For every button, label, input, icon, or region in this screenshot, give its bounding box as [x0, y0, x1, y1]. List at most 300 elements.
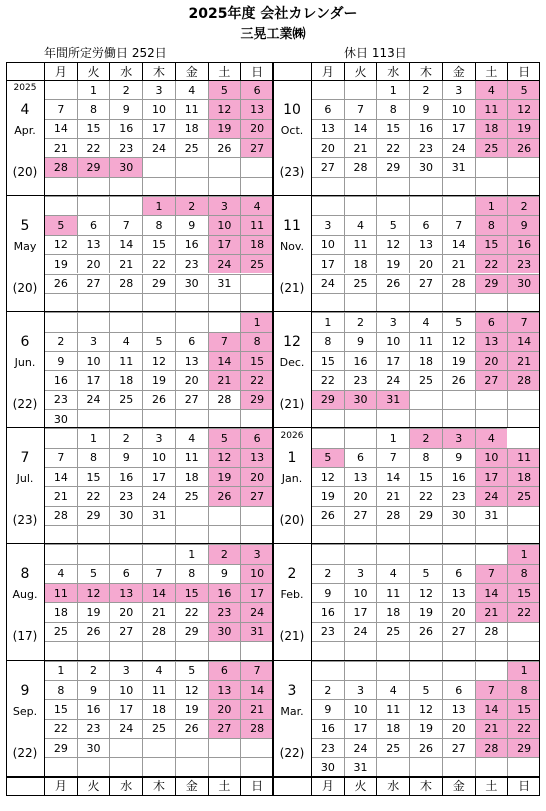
day-cell	[475, 293, 508, 312]
day-cell: 6	[409, 215, 442, 234]
day-cell	[442, 409, 475, 428]
day-cell: 2	[311, 564, 344, 583]
day-cell: 24	[142, 138, 175, 157]
day-cell: 21	[240, 699, 273, 718]
day-cell: 17	[344, 602, 377, 621]
weekday-header: 水	[376, 62, 409, 80]
day-cell: 14	[475, 583, 508, 602]
day-cell: 26	[44, 274, 77, 293]
day-cell: 10	[77, 351, 110, 370]
day-cell	[442, 661, 475, 680]
day-cell: 28	[240, 719, 273, 738]
day-cell: 15	[507, 583, 540, 602]
day-cell: 29	[409, 506, 442, 525]
day-cell	[442, 196, 475, 215]
day-cell: 21	[44, 486, 77, 505]
day-cell	[77, 293, 110, 312]
day-cell	[142, 293, 175, 312]
day-cell	[311, 428, 344, 447]
month-number: 3	[287, 682, 297, 699]
day-cell: 12	[77, 583, 110, 602]
day-cell	[409, 409, 442, 428]
day-cell	[142, 409, 175, 428]
day-cell: 16	[109, 119, 142, 138]
day-cell: 25	[109, 390, 142, 409]
day-cell: 15	[175, 583, 208, 602]
month-workday-count: (21)	[279, 397, 305, 412]
day-cell	[475, 390, 508, 409]
day-cell: 14	[44, 119, 77, 138]
day-cell	[142, 738, 175, 757]
day-cell: 2	[344, 312, 377, 331]
weekday-header: 土	[475, 62, 508, 80]
day-cell: 6	[442, 564, 475, 583]
day-cell: 21	[442, 254, 475, 273]
day-cell: 9	[208, 564, 241, 583]
day-cell	[507, 390, 540, 409]
day-cell	[344, 177, 377, 196]
day-cell: 4	[475, 80, 508, 99]
day-cell: 9	[77, 680, 110, 699]
day-cell: 10	[208, 215, 241, 234]
day-cell: 11	[142, 680, 175, 699]
day-cell: 26	[311, 506, 344, 525]
day-cell	[142, 312, 175, 331]
day-cell: 19	[44, 254, 77, 273]
day-cell	[208, 177, 241, 196]
day-cell	[44, 312, 77, 331]
day-cell: 12	[409, 699, 442, 718]
day-cell	[77, 525, 110, 544]
day-cell: 29	[311, 390, 344, 409]
day-cell: 13	[442, 583, 475, 602]
day-cell	[109, 196, 142, 215]
day-cell: 1	[44, 661, 77, 680]
day-cell: 9	[44, 351, 77, 370]
day-cell: 27	[475, 370, 508, 389]
day-cell: 18	[175, 119, 208, 138]
day-cell: 30	[409, 157, 442, 176]
day-cell	[409, 544, 442, 563]
day-cell: 17	[142, 467, 175, 486]
day-cell: 6	[175, 332, 208, 351]
day-cell: 16	[344, 351, 377, 370]
weekday-header: 水	[109, 62, 142, 80]
day-cell: 11	[376, 699, 409, 718]
weekday-footer: 水	[109, 777, 142, 795]
day-cell: 15	[507, 699, 540, 718]
month-number: 5	[20, 218, 30, 235]
day-cell: 21	[475, 602, 508, 621]
month-workday-count: (23)	[279, 165, 305, 179]
day-cell: 21	[142, 602, 175, 621]
month-number: 7	[20, 450, 30, 467]
day-cell	[109, 177, 142, 196]
day-cell: 8	[507, 680, 540, 699]
day-cell: 6	[109, 564, 142, 583]
day-cell: 27	[409, 274, 442, 293]
day-cell: 19	[208, 467, 241, 486]
day-cell	[240, 157, 273, 176]
day-cell: 13	[344, 467, 377, 486]
day-cell: 15	[311, 351, 344, 370]
day-cell	[376, 409, 409, 428]
day-cell: 2	[175, 196, 208, 215]
day-cell: 17	[77, 370, 110, 389]
day-cell: 21	[376, 486, 409, 505]
month-workday-count: (23)	[12, 513, 38, 528]
day-cell: 10	[475, 448, 508, 467]
day-cell: 25	[175, 486, 208, 505]
day-cell: 7	[44, 99, 77, 118]
day-cell: 18	[344, 254, 377, 273]
day-cell: 20	[311, 138, 344, 157]
day-cell	[442, 390, 475, 409]
day-cell: 17	[208, 235, 241, 254]
day-cell: 19	[175, 699, 208, 718]
day-cell: 11	[175, 99, 208, 118]
day-cell: 18	[376, 602, 409, 621]
day-cell	[109, 544, 142, 563]
day-cell: 6	[311, 99, 344, 118]
day-cell: 10	[344, 699, 377, 718]
day-cell	[44, 525, 77, 544]
day-cell: 15	[77, 119, 110, 138]
day-cell: 12	[175, 680, 208, 699]
day-cell: 18	[44, 602, 77, 621]
work-days-label: 年間所定労働日 252日	[44, 46, 167, 60]
day-cell	[208, 757, 241, 776]
day-cell: 12	[44, 235, 77, 254]
day-cell: 16	[442, 467, 475, 486]
day-cell: 9	[507, 215, 540, 234]
day-cell	[311, 525, 344, 544]
month-number: 8	[20, 566, 30, 583]
month-year: 2026	[280, 431, 304, 442]
day-cell	[376, 177, 409, 196]
day-cell	[77, 544, 110, 563]
day-cell: 25	[376, 622, 409, 641]
day-cell: 6	[475, 312, 508, 331]
day-cell: 22	[77, 486, 110, 505]
day-cell: 17	[311, 254, 344, 273]
day-cell: 7	[507, 312, 540, 331]
month-name: Nov.	[279, 240, 305, 254]
day-cell: 2	[77, 661, 110, 680]
weekday-footer: 金	[442, 777, 475, 795]
day-cell: 5	[442, 312, 475, 331]
day-cell: 9	[311, 583, 344, 602]
day-cell: 9	[409, 99, 442, 118]
month-workday-count: (20)	[12, 281, 38, 296]
day-cell: 7	[240, 661, 273, 680]
day-cell: 14	[44, 467, 77, 486]
weekday-footer: 木	[409, 777, 442, 795]
day-cell: 13	[109, 583, 142, 602]
day-cell	[507, 641, 540, 660]
day-cell: 30	[109, 506, 142, 525]
day-cell: 27	[208, 719, 241, 738]
day-cell	[77, 177, 110, 196]
day-cell	[409, 293, 442, 312]
day-cell: 26	[409, 622, 442, 641]
day-cell: 30	[507, 274, 540, 293]
day-cell: 25	[376, 738, 409, 757]
day-cell	[376, 544, 409, 563]
day-cell	[44, 293, 77, 312]
month-name: Jul.	[16, 472, 34, 486]
day-cell	[175, 177, 208, 196]
day-cell: 10	[109, 680, 142, 699]
weekday-footer: 火	[344, 777, 377, 795]
day-cell: 1	[475, 196, 508, 215]
day-cell: 8	[311, 332, 344, 351]
day-cell: 27	[109, 622, 142, 641]
month-number: 11	[283, 218, 301, 235]
day-cell: 16	[208, 583, 241, 602]
day-cell: 26	[409, 738, 442, 757]
day-cell: 27	[240, 486, 273, 505]
day-cell: 23	[311, 738, 344, 757]
day-cell	[409, 641, 442, 660]
month-name: Dec.	[279, 356, 305, 370]
day-cell	[344, 196, 377, 215]
day-cell	[344, 409, 377, 428]
day-cell: 27	[311, 157, 344, 176]
day-cell	[311, 661, 344, 680]
day-cell: 15	[142, 235, 175, 254]
day-cell	[77, 757, 110, 776]
day-cell: 14	[344, 119, 377, 138]
day-cell: 2	[507, 196, 540, 215]
day-cell: 12	[311, 467, 344, 486]
month-workday-count: (21)	[279, 281, 305, 296]
day-cell: 5	[77, 564, 110, 583]
weekday-header: 火	[344, 62, 377, 80]
day-cell	[109, 757, 142, 776]
day-cell: 9	[175, 215, 208, 234]
day-cell: 21	[208, 370, 241, 389]
day-cell: 26	[77, 622, 110, 641]
day-cell: 20	[240, 119, 273, 138]
day-cell: 28	[208, 390, 241, 409]
day-cell	[142, 757, 175, 776]
day-cell: 20	[175, 370, 208, 389]
day-cell: 27	[77, 274, 110, 293]
weekday-footer: 土	[475, 777, 508, 795]
day-cell: 10	[240, 564, 273, 583]
day-cell: 1	[507, 661, 540, 680]
day-cell: 15	[44, 699, 77, 718]
day-cell: 27	[442, 622, 475, 641]
day-cell: 4	[44, 564, 77, 583]
day-cell: 30	[442, 506, 475, 525]
day-cell: 29	[77, 157, 110, 176]
day-cell: 18	[507, 467, 540, 486]
day-cell: 24	[208, 254, 241, 273]
day-cell	[142, 177, 175, 196]
day-cell: 20	[77, 254, 110, 273]
month-workday-count: (22)	[12, 397, 38, 412]
day-cell: 28	[44, 157, 77, 176]
day-cell	[409, 177, 442, 196]
day-cell: 22	[311, 370, 344, 389]
day-cell: 26	[376, 274, 409, 293]
day-cell: 14	[442, 235, 475, 254]
day-cell: 21	[475, 719, 508, 738]
day-cell	[240, 757, 273, 776]
day-cell: 18	[240, 235, 273, 254]
day-cell: 9	[109, 448, 142, 467]
day-cell: 14	[208, 351, 241, 370]
day-cell: 26	[208, 486, 241, 505]
day-cell: 11	[475, 99, 508, 118]
day-cell: 19	[77, 602, 110, 621]
day-cell	[142, 544, 175, 563]
day-cell: 22	[77, 138, 110, 157]
day-cell	[311, 293, 344, 312]
day-cell: 14	[475, 699, 508, 718]
day-cell	[175, 409, 208, 428]
day-cell: 2	[409, 80, 442, 99]
day-cell: 14	[142, 583, 175, 602]
day-cell: 5	[409, 564, 442, 583]
day-cell: 20	[240, 467, 273, 486]
day-cell	[344, 661, 377, 680]
day-cell: 3	[311, 215, 344, 234]
day-cell: 19	[311, 486, 344, 505]
day-cell: 15	[475, 235, 508, 254]
day-cell: 5	[507, 80, 540, 99]
day-cell: 16	[109, 467, 142, 486]
day-cell: 17	[109, 699, 142, 718]
day-cell	[376, 757, 409, 776]
weekday-header: 日	[240, 62, 273, 80]
month-year: 2025	[13, 83, 37, 93]
day-cell: 13	[208, 680, 241, 699]
day-cell	[77, 312, 110, 331]
day-cell: 29	[77, 506, 110, 525]
day-cell: 10	[142, 448, 175, 467]
weekday-header: 金	[175, 62, 208, 80]
day-cell	[208, 738, 241, 757]
day-cell: 23	[208, 602, 241, 621]
day-cell: 8	[240, 332, 273, 351]
day-cell: 13	[240, 99, 273, 118]
day-cell: 29	[240, 390, 273, 409]
day-cell: 26	[142, 390, 175, 409]
day-cell	[44, 544, 77, 563]
day-cell: 1	[376, 80, 409, 99]
day-cell: 7	[442, 215, 475, 234]
day-cell	[208, 525, 241, 544]
day-cell: 2	[409, 428, 442, 447]
day-cell	[109, 312, 142, 331]
day-cell: 8	[507, 564, 540, 583]
day-cell: 22	[376, 138, 409, 157]
weekday-header: 月	[44, 62, 77, 80]
day-cell: 31	[442, 157, 475, 176]
label-divider-left	[44, 62, 45, 795]
day-cell	[109, 409, 142, 428]
day-cell: 24	[77, 390, 110, 409]
day-cell: 29	[175, 622, 208, 641]
day-cell: 28	[507, 370, 540, 389]
day-cell	[344, 641, 377, 660]
day-cell: 4	[376, 564, 409, 583]
weekday-footer: 金	[175, 777, 208, 795]
day-cell: 20	[344, 486, 377, 505]
day-cell: 10	[376, 332, 409, 351]
day-cell	[208, 312, 241, 331]
weekday-header: 土	[208, 62, 241, 80]
day-cell	[175, 312, 208, 331]
day-cell	[44, 177, 77, 196]
day-cell: 11	[376, 583, 409, 602]
day-cell: 4	[175, 80, 208, 99]
day-cell: 30	[109, 157, 142, 176]
day-cell: 15	[240, 351, 273, 370]
day-cell: 4	[376, 680, 409, 699]
weekday-header: 木	[142, 62, 175, 80]
day-cell	[109, 525, 142, 544]
day-cell: 6	[208, 661, 241, 680]
month-number: 10	[283, 102, 301, 118]
day-cell: 6	[77, 215, 110, 234]
day-cell: 1	[311, 312, 344, 331]
day-cell: 17	[344, 719, 377, 738]
day-cell: 25	[44, 622, 77, 641]
weekday-footer: 土	[208, 777, 241, 795]
day-cell: 4	[409, 312, 442, 331]
day-cell	[142, 157, 175, 176]
day-cell: 3	[344, 680, 377, 699]
day-cell: 5	[208, 80, 241, 99]
day-cell: 23	[77, 719, 110, 738]
day-cell	[208, 641, 241, 660]
day-cell	[442, 177, 475, 196]
day-cell: 26	[208, 138, 241, 157]
day-cell: 10	[344, 583, 377, 602]
day-cell: 18	[142, 699, 175, 718]
outer-border-right	[539, 62, 540, 795]
day-cell: 12	[409, 583, 442, 602]
day-cell: 21	[109, 254, 142, 273]
day-cell: 19	[442, 351, 475, 370]
day-cell: 3	[442, 80, 475, 99]
day-cell: 17	[442, 119, 475, 138]
day-cell: 30	[44, 409, 77, 428]
day-cell: 15	[409, 467, 442, 486]
day-cell	[344, 544, 377, 563]
day-cell: 28	[442, 274, 475, 293]
day-cell	[175, 506, 208, 525]
day-cell: 25	[507, 486, 540, 505]
day-cell: 25	[240, 254, 273, 273]
month-name: May	[13, 240, 37, 254]
day-cell: 16	[311, 602, 344, 621]
day-cell: 9	[442, 448, 475, 467]
day-cell	[44, 428, 77, 447]
day-cell: 4	[344, 215, 377, 234]
day-cell: 25	[475, 138, 508, 157]
day-cell: 23	[344, 370, 377, 389]
weekday-header: 木	[409, 62, 442, 80]
day-cell: 27	[175, 390, 208, 409]
day-cell: 4	[175, 428, 208, 447]
day-cell	[475, 525, 508, 544]
month-workday-count: (22)	[279, 745, 305, 760]
